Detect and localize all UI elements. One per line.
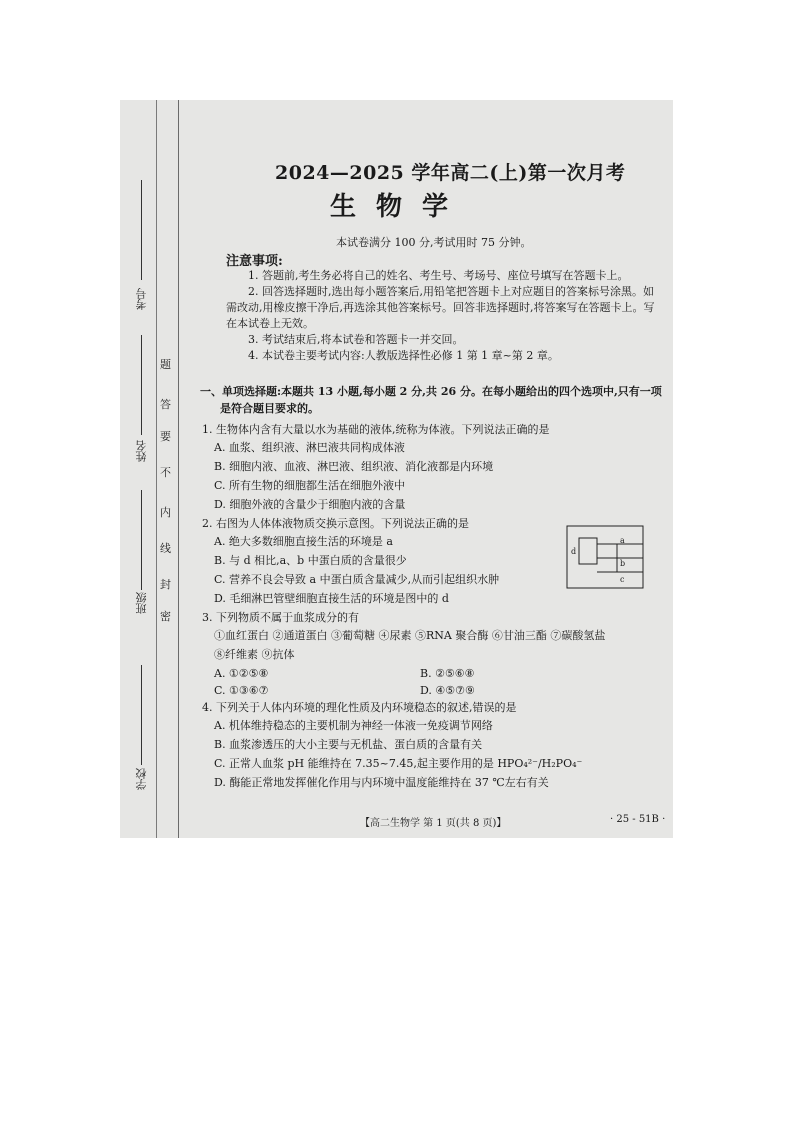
school-label: 学校 — [135, 768, 148, 790]
class-label: 班级 — [135, 592, 148, 614]
option: A. ①②⑤⑧ — [214, 667, 269, 680]
option-row — [214, 665, 670, 682]
option: A. 绝大多数细胞直接生活的环境是 a — [214, 535, 393, 548]
question-3-stem: 3. 下列物质不属于血浆成分的有 — [202, 611, 359, 624]
option: C. 营养不良会导致 a 中蛋白质含量减少,从而引起组织水肿 — [214, 573, 500, 586]
option: D. 毛细淋巴管壁细胞直接生活的环境是图中的 d — [214, 592, 449, 605]
seal-char: 密 — [160, 610, 171, 623]
section-heading: 一、单项选择题:本题共 13 小题,每小题 2 分,共 26 分。在每小题给出的四个选项中,只有一项 — [200, 385, 662, 398]
body-fluid-exchange-diagram — [565, 524, 645, 590]
notice-item: 2. 回答选择题时,选出每小题答案后,用铅笔把答题卡上对应题目的答案标号涂黑。如需改动,用橡皮擦干净后,再选涂其他答案标号。回答非选择题时,将答案写在答题卡上。写在本试卷上无效。 — [226, 285, 655, 330]
seal-char: 题 — [160, 358, 171, 371]
school-blank — [141, 665, 142, 765]
seal-char: 内 — [160, 506, 171, 519]
notice-item: 3. 考试结束后,将本试卷和答题卡一并交回。 — [248, 333, 464, 346]
option: B. ②⑤⑥⑧ — [420, 667, 475, 680]
option: D. ④⑤⑦⑨ — [420, 684, 475, 697]
score-info: 本试卷满分 100 分,考试用时 75 分钟。 — [336, 236, 532, 249]
seal-char: 封 — [160, 578, 171, 591]
seal-char: 要 — [160, 430, 171, 443]
exam-content — [200, 100, 670, 838]
option: B. 血浆渗透压的大小主要与无机盐、蛋白质的含量有关 — [214, 738, 483, 751]
exam-code: · 25 - 51B · — [610, 814, 666, 825]
option: D. 酶能正常地发挥催化作用与内环境中温度能维持在 37 ℃左右有关 — [214, 776, 549, 789]
option: B. 细胞内液、血液、淋巴液、组织液、消化液都是内环境 — [214, 460, 494, 473]
subject-title: 生物学 — [330, 192, 469, 222]
option-row — [214, 682, 670, 699]
name-label: 姓名 — [135, 440, 148, 462]
seal-char: 答 — [160, 398, 171, 411]
question-2-stem: 2. 右图为人体体液物质交换示意图。下列说法正确的是 — [202, 517, 469, 530]
section-heading-cont: 是符合题目要求的。 — [220, 402, 319, 415]
notice-item: 4. 本试卷主要考试内容:人教版选择性必修 1 第 1 章~第 2 章。 — [248, 349, 559, 362]
binding-margin — [120, 100, 179, 838]
diagram-label-d: d — [571, 547, 577, 556]
option: C. ①③⑥⑦ — [214, 684, 269, 697]
notice-list — [226, 268, 662, 364]
diagram-cell-box — [579, 538, 597, 564]
question-1-stem: 1. 生物体内含有大量以水为基础的液体,统称为体液。下列说法正确的是 — [202, 423, 550, 436]
diagram-label-a: a — [620, 536, 625, 545]
seal-char: 线 — [160, 542, 171, 555]
scanned-exam-page — [120, 100, 673, 838]
diagram-label-b: b — [620, 559, 626, 568]
option: A. 血浆、组织液、淋巴液共同构成体液 — [214, 441, 405, 454]
option: C. 正常人血浆 pH 能维持在 7.35~7.45,起主要作用的是 HPO₄²⁻/H₂PO₄⁻ — [214, 757, 583, 770]
option: C. 所有生物的细胞都生活在细胞外液中 — [214, 479, 406, 492]
seal-char: 不 — [160, 466, 171, 479]
option: B. 与 d 相比,a、b 中蛋白质的含量很少 — [214, 554, 407, 567]
diagram-border — [567, 526, 643, 588]
question-4-stem: 4. 下列关于人体内环境的理化性质及内环境稳态的叙述,错误的是 — [202, 701, 517, 714]
notice-heading: 注意事项: — [226, 254, 283, 269]
class-blank — [141, 490, 142, 590]
name-blank — [141, 335, 142, 435]
option: D. 细胞外液的含量少于细胞内液的含量 — [214, 498, 406, 511]
question-3-items: ⑧纤维素 ⑨抗体 — [214, 648, 295, 661]
exam-title: 2024—2025 学年高二(上)第一次月考 — [275, 162, 626, 184]
question-3-items: ①血红蛋白 ②通道蛋白 ③葡萄糖 ④尿素 ⑤RNA 聚合酶 ⑥甘油三酯 ⑦碳酸氢盐 — [214, 629, 606, 642]
notice-item: 1. 答题前,考生务必将自己的姓名、考生号、考场号、座位号填写在答题卡上。 — [248, 269, 629, 282]
binding-line — [156, 100, 157, 838]
diagram-label-c: c — [620, 575, 625, 584]
page-footer: 【高二生物学 第 1 页(共 8 页)】 — [360, 818, 507, 829]
exam-no-blank — [141, 180, 142, 280]
option: A. 机体维持稳态的主要机制为神经一体液一免疫调节网络 — [214, 719, 493, 732]
exam-no-label: 考号 — [135, 288, 148, 310]
